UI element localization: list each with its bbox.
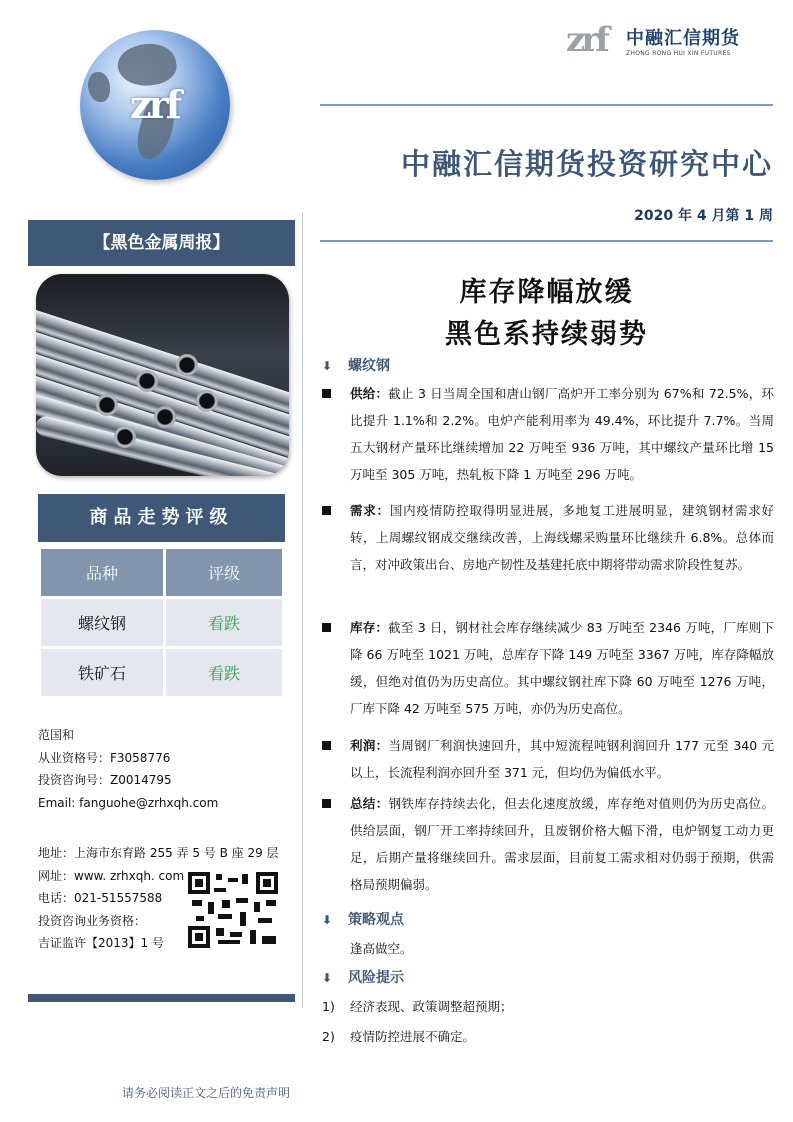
research-center-title: 中融汇信期货投资研究中心	[400, 147, 773, 181]
company-phone: 电话：021-51557588	[38, 891, 163, 905]
bullet-text: 钢铁库存持续去化，但去化速度放缓，库存绝对值则仍为历史高位。供给层面，钢厂开工率持续回升，且废钢价格大幅下滑，电炉钢复工动力更足，后期产量将继续回升。需求层面，目前复工需求相对仍弱于预期，供需格局预期偏弱。	[350, 796, 774, 892]
bullet-lead: 需求：	[350, 503, 390, 518]
bullet-lead: 供给：	[350, 386, 389, 401]
globe-logo	[80, 30, 230, 180]
brand-mark: zrf	[566, 20, 606, 60]
bullet-lead: 总结：	[350, 796, 389, 811]
license-label: 投资咨询业务资格：	[38, 913, 147, 928]
rating-product: 螺纹钢	[41, 599, 163, 646]
sidebar	[20, 212, 303, 1007]
square-bullet-icon	[322, 623, 331, 632]
analyst-name: 范国和	[38, 728, 75, 742]
section-heading-rebar	[322, 355, 390, 375]
rating-header-rating: 评级	[166, 549, 282, 596]
risk-item	[322, 997, 513, 1015]
arrow-down-icon: ⬇	[322, 971, 333, 985]
bullet-supply	[322, 380, 774, 488]
bullet-text: 截至 3 日，钢材社会库存继续减少 83 万吨至 2346 万吨，厂库则下降 66 万吨至 1021 万吨，总库存下降 149 万吨至 3367 万吨，库存降幅放缓，但绝对值仍为历史高位。其中螺纹钢社库下降 60 万吨至 1276 万吨，厂库下降 42 万吨至 575 万吨，亦仍为历史高位。	[350, 620, 774, 716]
section-label: 螺纹钢	[348, 358, 390, 374]
rating-header-product: 品种	[41, 549, 163, 596]
square-bullet-icon	[322, 799, 331, 808]
globe-landmass	[88, 72, 110, 102]
company-address: 地址：上海市东育路 255 弄 5 号 B 座 29 层	[38, 846, 279, 860]
table-row	[41, 599, 282, 646]
steel-pipes-image	[36, 274, 289, 476]
risk-text: 疫情防控进展不确定。	[350, 1029, 476, 1044]
square-bullet-icon	[322, 389, 331, 398]
brand-name-cn: 中融汇信期货	[626, 28, 740, 49]
bullet-text: 截止 3 日当周全国和唐山钢厂高炉开工率分别为 67%和 72.5%，环比提升 1.1%和 2.2%。电炉产能利用率为 49.4%，环比提升 7.7%。当周五大钢材产量环比继续增加 22 万吨至 936 万吨，其中螺纹产量环比增 15 万吨至 305 万吨，热轧板下降 1 万吨至 296 万吨。	[350, 386, 774, 482]
qr-code-image	[188, 872, 278, 948]
company-website[interactable]: 网址：www. zrhxqh. com	[38, 868, 185, 883]
risk-item	[322, 1027, 475, 1045]
report-type-banner: 【黑色金属周报】	[28, 220, 295, 266]
strategy-text: 逢高做空。	[350, 941, 413, 956]
bullet-lead: 利润：	[350, 738, 389, 753]
square-bullet-icon	[322, 506, 331, 515]
bullet-demand	[322, 497, 774, 578]
section-label: 风险提示	[348, 970, 404, 986]
report-title-line1: 库存降幅放缓	[459, 277, 634, 308]
title-divider	[320, 240, 773, 242]
rating-product: 铁矿石	[41, 649, 163, 696]
header-divider	[320, 104, 773, 106]
square-bullet-icon	[322, 741, 331, 750]
section-heading-strategy	[322, 909, 404, 929]
table-row	[41, 649, 282, 696]
rating-value: 看跌	[166, 599, 282, 646]
rating-value: 看跌	[166, 649, 282, 696]
brand-logo	[566, 20, 746, 64]
bullet-profit	[322, 732, 774, 786]
risk-number: 2)	[322, 1029, 335, 1044]
section-label: 策略观点	[348, 912, 404, 928]
arrow-down-icon: ⬇	[322, 359, 333, 373]
bullet-text: 国内疫情防控取得明显进展，多地复工进展明显，建筑钢材需求好转，上周螺纹钢成交继续改善，上海线螺采购量环比继续升 6.8%。总体而言，对冲政策出台、房地产韧性及基建托底中期将带动需求阶段性复苏。	[350, 503, 774, 572]
risk-text: 经济表现、政策调整超预期；	[350, 999, 513, 1014]
qualification-number: 从业资格号：F3058776	[38, 750, 171, 765]
bullet-inventory	[322, 614, 774, 722]
consulting-number: 投资咨询号：Z0014795	[38, 773, 172, 787]
analyst-info	[38, 724, 298, 814]
rating-table	[38, 546, 285, 699]
rating-title-banner: 商品走势评级	[38, 494, 285, 542]
license-number: 吉证监许【2013】1 号	[38, 936, 164, 950]
disclaimer-footer: 请务必阅读正文之后的免责声明	[122, 1086, 291, 1100]
bullet-lead: 库存：	[350, 620, 389, 635]
section-heading-risk	[322, 967, 404, 987]
report-date: 2020 年 4 月第 1 周	[634, 208, 773, 224]
report-title-line2: 黑色系持续弱势	[445, 319, 648, 350]
bullet-text: 当周钢厂利润快速回升，其中短流程吨钢利润回升 177 元至 340 元以上，长流程利润亦回升至 371 元，但均仍为偏低水平。	[350, 738, 774, 780]
brand-name-en: ZHONG RONG HUI XIN FUTURES	[626, 50, 731, 57]
analyst-email[interactable]: Email: fanguohe@zrhxqh.com	[38, 795, 219, 810]
arrow-down-icon: ⬇	[322, 913, 333, 927]
globe-zrf-mark: zrf	[130, 82, 179, 127]
risk-number: 1)	[322, 999, 335, 1014]
bullet-summary	[322, 790, 774, 898]
sidebar-bottom-bar	[28, 994, 295, 1002]
